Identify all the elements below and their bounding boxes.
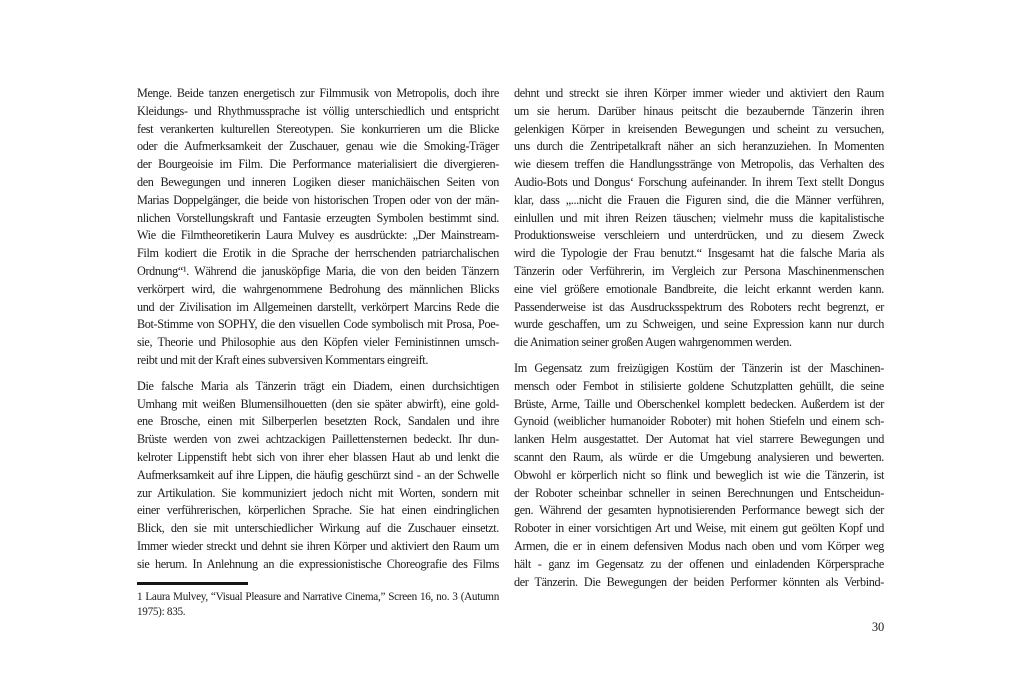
- footnote-line: 1975): 835.: [137, 606, 186, 619]
- text-line: Film kodiert die Erotik in die Sprache der herrschenden patriarchalischen: [137, 246, 499, 261]
- text-line: um sie herum. Darüber hinaus peitscht die bezaubernde Tänzerin ihren: [514, 103, 884, 118]
- text-line: Kleidungs- und Rhythmussprache ist völlig unterschiedlich und entspricht: [137, 103, 499, 118]
- text-line: oder die Aufmerksamkeit der Zuschauer, genau wie die Smoking-Träger: [137, 139, 499, 154]
- text-line: fest verankerten kulturellen Stereotypen. Sie konkurrieren um die Blicke: [137, 121, 499, 136]
- text-line: Produktionsweise verschleiern und unterdrücken, und zu diesem Zweck: [514, 228, 884, 243]
- text-line: lanken Helm ausgestattet. Der Automat hat viel starrere Bewegungen und: [514, 432, 884, 447]
- text-line: scannt den Raum, als würde er die Umgebung analysieren und bewerten.: [514, 449, 884, 464]
- text-line: und der Zivilisation im Allgemeinen darstellt, verkörpert Marcins Rede die: [137, 299, 499, 314]
- text-line: Die falsche Maria als Tänzerin trägt ein Diadem, einen durchsichtigen: [137, 378, 499, 393]
- text-line: Tänzerin oder Verführerin, im Vergleich zur Persona Maschinenmenschen: [514, 263, 884, 278]
- text-line: einlullen und mit ihren Reizen täuschen; vielmehr muss die kapitalistische: [514, 210, 884, 225]
- paragraph: [137, 378, 499, 574]
- text-line: reibt und mit der Kraft eines subversiven Kommentars eingreift.: [137, 352, 429, 367]
- text-line: wurde geschaffen, um zu Schweigen, und seine Expression kann nur durch: [514, 317, 884, 332]
- text-line: Brüste, Arme, Taille und Oberschenkel komplett bedecken. Außerdem ist der: [514, 396, 884, 411]
- paragraph: [137, 85, 499, 370]
- column-right: [514, 85, 884, 599]
- text-line: Gynoid (weiblicher humanoider Roboter) mit hohen Stiefeln und einem sch-: [514, 414, 884, 429]
- text-line: Aufmerksamkeit auf ihre Lippen, die häufig geschürzt sind - an der Schwelle: [137, 467, 499, 482]
- text-line: Menge. Beide tanzen energetisch zur Filmmusik von Metropolis, doch ihre: [137, 86, 499, 100]
- text-line: Ordnung“¹. Während die janusköpfige Maria, die von den beiden Tänzern: [137, 263, 499, 278]
- paragraph: [514, 85, 884, 352]
- text-line: klar, dass „...nicht die Frauen die Figuren sind, die die Männer verführen,: [514, 192, 884, 207]
- text-line: gen. Während der gesamten hypnotisierenden Performance bewegt sich der: [514, 503, 884, 518]
- text-line: zur Artikulation. Sie kommuniziert jedoch nicht mit Worten, sondern mit: [137, 485, 499, 500]
- text-line: dehnt und streckt sie ihren Körper immer wieder und aktiviert den Raum: [514, 86, 884, 100]
- text-line: der Tänzerin. Die Bewegungen der beiden Performer könnten als Verbind-: [514, 574, 884, 589]
- text-line: wird die Typologie der Frau benutzt.“ Insgesamt hat die falsche Maria als: [514, 246, 884, 261]
- text-line: Marias Doppelgänger, die beide von historischen Tropen oder von der män-: [137, 192, 499, 207]
- text-line: mensch oder Fembot in stilisierte goldene Schutzplatten gehüllt, die seine: [514, 378, 884, 393]
- text-line: wie diesem treffen die Handlungsstränge von Metropolis, das Verhalten des: [514, 157, 884, 172]
- text-line: kelroter Lippenstift hebt sich von ihrer eher blassen Haut ab und lenkt die: [137, 449, 499, 464]
- text-line: Im Gegensatz zum freizügigen Kostüm der Tänzerin ist der Maschinen-: [514, 360, 884, 375]
- column-left: [137, 85, 499, 621]
- text-line: Passenderweise ist das Ausdrucksspektrum des Roboters recht begrenzt, er: [514, 299, 884, 314]
- text-line: uns durch die Zentripetalkraft näher an sich heranzuziehen. In Momenten: [514, 139, 884, 154]
- text-line: sie herum. In Anlehnung an die expressionistische Choreografie des Films: [137, 556, 499, 571]
- text-line: Wie die Filmtheoretikerin Laura Mulvey es ausdrückte: „Der Mainstream-: [137, 228, 499, 243]
- text-line: Armen, die er in einem defensiven Modus nach oben und vom Körper weg: [514, 538, 884, 553]
- text-line: Blick, den sie mit unterschiedlicher Wirkung auf die Zuschauer einsetzt.: [137, 521, 499, 536]
- text-line: der Roboter scheinbar schneller in seinen Berechnungen und Entscheidun-: [514, 485, 884, 500]
- text-line: eine viel größere emotionale Bandbreite, die leicht erkannt werden kann.: [514, 281, 884, 296]
- paragraph: [514, 360, 884, 591]
- text-line: Obwohl er körperlich nicht so flink und beweglich ist wie die Tänzerin, ist: [514, 467, 884, 482]
- text-line: Roboter in einer vorsichtigen Art und Weise, mit einem gut geölten Kopf und: [514, 521, 884, 536]
- text-line: Umhang mit weißen Blumensilhouetten (den sie später abwirft), eine gold-: [137, 396, 499, 411]
- text-line: Audio-Bots und Dongus‘ Forschung aufeinander. In ihrem Text stellt Dongus: [514, 174, 884, 189]
- text-line: Bot-Stimme von SOPHY, die den visuellen Code symbolisch mit Prosa, Poe-: [137, 317, 499, 332]
- footnote-line: 1 Laura Mulvey, “Visual Pleasure and Narrative Cinema,” Screen 16, no. 3 (Autumn: [137, 590, 499, 603]
- text-line: ene Brosche, einen mit Silberperlen besetzten Rock, Sandalen und ihre: [137, 414, 499, 429]
- text-line: Immer wieder streckt und dehnt sie ihren Körper und aktiviert den Raum um: [137, 538, 499, 553]
- text-line: der Bourgeoisie im Film. Die Performance materialisiert die divergieren-: [137, 157, 499, 172]
- text-line: den Bewegungen und inneren Logiken dieser manichäischen Seiten von: [137, 174, 499, 189]
- page-number: 30: [871, 620, 884, 634]
- footnote-rule: [137, 582, 248, 585]
- text-line: sie, Theorie und Philosophie aus den Köpfen vieler Feministinnen umsch-: [137, 335, 499, 350]
- text-line: Brüste werden von zwei achtzackigen Paillettensternen bedeckt. Ihr dun-: [137, 432, 499, 447]
- text-line: verkörpert wird, die wahrgenommene Bedrohung des männlichen Blicks: [137, 281, 499, 296]
- text-line: gelenkigen Körper in kreisenden Bewegungen und scheint zu versuchen,: [514, 121, 884, 136]
- text-line: die Animation seiner großen Augen wahrgenommen werden.: [514, 335, 792, 350]
- text-line: hält - ganz im Gegensatz zu der offenen und einladenden Körpersprache: [514, 556, 884, 571]
- footnote: [137, 590, 499, 622]
- text-line: einer verführerischen, körperlichen Sprache. Sie hat einen eindringlichen: [137, 503, 499, 518]
- text-line: nlichen Vorstellungskraft und Fantasie erzeugten Symbolen bestimmt sind.: [137, 210, 499, 225]
